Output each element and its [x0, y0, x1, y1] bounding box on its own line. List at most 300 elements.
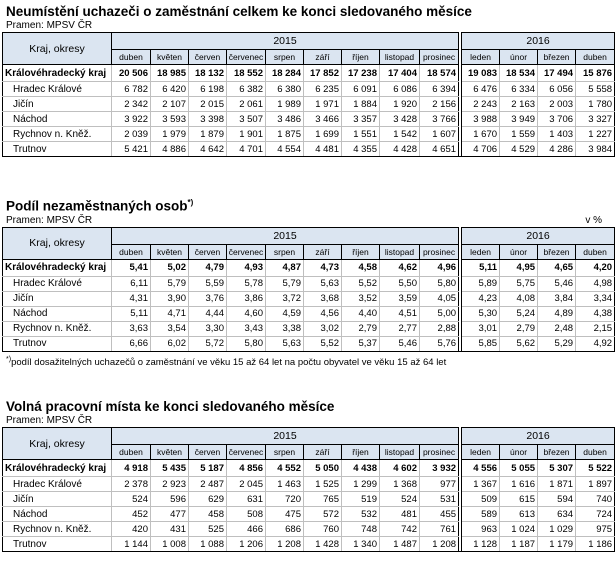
year-header-2016: 2016: [462, 428, 615, 445]
value-cell: 1 884: [342, 97, 380, 112]
region-header: Kraj, okresy: [3, 428, 112, 460]
month-header: duben: [576, 50, 615, 65]
month-header: únor: [500, 445, 538, 460]
value-cell: 4 481: [304, 142, 342, 157]
source-text: Pramen: MPSV ČR: [6, 214, 93, 226]
value-cell: 5,29: [538, 336, 576, 351]
value-cell: 2 342: [112, 97, 151, 112]
value-cell: 6,11: [112, 276, 151, 291]
value-cell: 5 435: [151, 460, 189, 477]
table-row: [3, 522, 615, 537]
month-header: listopad: [380, 50, 420, 65]
month-header: prosinec: [420, 445, 459, 460]
table-row: [3, 291, 615, 306]
table-row: [3, 112, 615, 127]
value-cell: 19 083: [462, 65, 500, 82]
region-name: Trutnov: [3, 336, 112, 351]
value-cell: 2 015: [189, 97, 227, 112]
year-header-row: [3, 33, 615, 50]
value-cell: 4 642: [189, 142, 227, 157]
value-cell: 509: [462, 492, 500, 507]
value-cell: 724: [576, 507, 615, 522]
value-cell: 18 132: [189, 65, 227, 82]
month-header: červen: [189, 50, 227, 65]
value-cell: 1 897: [576, 477, 615, 492]
value-cell: 4 556: [462, 460, 500, 477]
year-header-2016: 2016: [462, 33, 615, 50]
table-title: [6, 399, 604, 415]
table-row: [3, 142, 615, 157]
month-header: červen: [189, 244, 227, 259]
month-header: květen: [151, 445, 189, 460]
value-cell: 6 198: [189, 82, 227, 97]
value-cell: 1 403: [538, 127, 576, 142]
value-cell: 6 086: [380, 82, 420, 97]
region-name: Rychnov n. Kněž.: [3, 321, 112, 336]
region-name: Trutnov: [3, 537, 112, 552]
value-cell: 765: [304, 492, 342, 507]
value-cell: 6 235: [304, 82, 342, 97]
value-cell: 1 463: [266, 477, 304, 492]
month-header: prosinec: [420, 50, 459, 65]
value-cell: 4 554: [266, 142, 304, 157]
region-name: Náchod: [3, 306, 112, 321]
value-cell: 629: [189, 492, 227, 507]
footnote-marker: *): [187, 198, 194, 207]
value-cell: 1 525: [304, 477, 342, 492]
value-cell: 475: [266, 507, 304, 522]
value-cell: 17 494: [538, 65, 576, 82]
value-cell: 2 107: [151, 97, 189, 112]
value-cell: 524: [112, 492, 151, 507]
value-cell: 2 923: [151, 477, 189, 492]
value-cell: 594: [538, 492, 576, 507]
value-cell: 4 706: [462, 142, 500, 157]
value-cell: 5 187: [189, 460, 227, 477]
table-row: [3, 460, 615, 477]
value-cell: 2 163: [500, 97, 538, 112]
value-cell: 3 486: [266, 112, 304, 127]
table-row: [3, 492, 615, 507]
value-cell: 1 920: [380, 97, 420, 112]
value-cell: 2,79: [342, 321, 380, 336]
table-row: [3, 537, 615, 552]
value-cell: 4 286: [538, 142, 576, 157]
table-row: [3, 507, 615, 522]
value-cell: 18 534: [500, 65, 538, 82]
value-cell: 524: [380, 492, 420, 507]
value-cell: 18 985: [151, 65, 189, 82]
value-cell: 2 039: [112, 127, 151, 142]
value-cell: 5,46: [538, 276, 576, 291]
source-line: [6, 415, 604, 427]
value-cell: 1 551: [342, 127, 380, 142]
value-cell: 5,85: [462, 336, 500, 351]
value-cell: 631: [227, 492, 266, 507]
region-name: Královéhradecký kraj: [3, 460, 112, 477]
table-title-text: Neumístění uchazeči o zaměstnání celkem ke konci sledovaného měsíce: [6, 4, 472, 19]
value-cell: 5,79: [266, 276, 304, 291]
value-cell: 4 602: [380, 460, 420, 477]
value-cell: 686: [266, 522, 304, 537]
value-cell: 1 901: [227, 127, 266, 142]
value-cell: 1 206: [227, 537, 266, 552]
value-cell: 1 179: [538, 537, 576, 552]
value-cell: 3 706: [538, 112, 576, 127]
value-cell: 3,72: [266, 291, 304, 306]
month-header: září: [304, 244, 342, 259]
month-header: duben: [112, 50, 151, 65]
value-cell: 4 886: [151, 142, 189, 157]
value-cell: 6,66: [112, 336, 151, 351]
value-cell: 5,50: [380, 276, 420, 291]
value-cell: 4,71: [151, 306, 189, 321]
region-name: Hradec Králové: [3, 276, 112, 291]
value-cell: 4,96: [420, 259, 459, 276]
value-cell: 2 243: [462, 97, 500, 112]
source-text: Pramen: MPSV ČR: [6, 20, 93, 31]
value-cell: 5,46: [380, 336, 420, 351]
value-cell: 1 871: [538, 477, 576, 492]
value-cell: 3 327: [576, 112, 615, 127]
month-header: září: [304, 50, 342, 65]
value-cell: 4 856: [227, 460, 266, 477]
value-cell: 1 670: [462, 127, 500, 142]
value-cell: 613: [500, 507, 538, 522]
month-header: květen: [151, 50, 189, 65]
value-cell: 4,73: [304, 259, 342, 276]
table-row: [3, 321, 615, 336]
region-name: Jičín: [3, 492, 112, 507]
value-cell: 5,79: [151, 276, 189, 291]
value-cell: 6 380: [266, 82, 304, 97]
year-header-row: [3, 227, 615, 244]
value-cell: 17 852: [304, 65, 342, 82]
value-cell: 596: [151, 492, 189, 507]
value-cell: 6 056: [538, 82, 576, 97]
value-cell: 18 552: [227, 65, 266, 82]
value-cell: 5,24: [500, 306, 538, 321]
value-cell: 3 984: [576, 142, 615, 157]
value-cell: 4,58: [342, 259, 380, 276]
year-header-row: [3, 428, 615, 445]
value-cell: 1 542: [380, 127, 420, 142]
value-cell: 5,72: [189, 336, 227, 351]
value-cell: 3,02: [304, 321, 342, 336]
value-cell: 4,65: [538, 259, 576, 276]
value-cell: 1 208: [420, 537, 459, 552]
year-header-2016: 2016: [462, 227, 615, 244]
value-cell: 5,75: [500, 276, 538, 291]
value-cell: 3,76: [189, 291, 227, 306]
value-cell: 2 487: [189, 477, 227, 492]
value-cell: 3,38: [266, 321, 304, 336]
month-header: srpen: [266, 244, 304, 259]
value-cell: 458: [189, 507, 227, 522]
value-cell: 2 378: [112, 477, 151, 492]
footnote-text: podíl dosažitelných uchazečů o zaměstnání ve věku 15 až 64 let na počtu obyvatel ve věku 15 až 64 let: [11, 356, 447, 368]
table-title: [6, 4, 604, 20]
month-header: červenec: [227, 244, 266, 259]
value-cell: 2 061: [227, 97, 266, 112]
unit-label: v %: [585, 214, 602, 226]
value-cell: 531: [420, 492, 459, 507]
value-cell: 1 971: [304, 97, 342, 112]
value-cell: 1 008: [151, 537, 189, 552]
footnote: [6, 354, 604, 369]
value-cell: 6 782: [112, 82, 151, 97]
value-cell: 977: [420, 477, 459, 492]
value-cell: 1 989: [266, 97, 304, 112]
value-cell: 4,40: [342, 306, 380, 321]
value-cell: 6 420: [151, 82, 189, 97]
value-cell: 5 050: [304, 460, 342, 477]
value-cell: 1 208: [266, 537, 304, 552]
month-header: srpen: [266, 445, 304, 460]
table-row: [3, 127, 615, 142]
value-cell: 3 932: [420, 460, 459, 477]
value-cell: 2,15: [576, 321, 615, 336]
value-cell: 6 091: [342, 82, 380, 97]
value-cell: 3,59: [380, 291, 420, 306]
region-name: Náchod: [3, 112, 112, 127]
value-cell: 4,44: [189, 306, 227, 321]
value-cell: 4,38: [576, 306, 615, 321]
data-table-share: [2, 227, 615, 352]
value-cell: 3 593: [151, 112, 189, 127]
value-cell: 5,30: [462, 306, 500, 321]
month-header: únor: [500, 244, 538, 259]
value-cell: 4,08: [500, 291, 538, 306]
value-cell: 3,54: [151, 321, 189, 336]
footnote-marker: *): [6, 355, 12, 363]
value-cell: 15 876: [576, 65, 615, 82]
value-cell: 4,56: [304, 306, 342, 321]
value-cell: 1 979: [151, 127, 189, 142]
value-cell: 1 144: [112, 537, 151, 552]
value-cell: 5 522: [576, 460, 615, 477]
value-cell: 589: [462, 507, 500, 522]
value-cell: 1 780: [576, 97, 615, 112]
value-cell: 466: [227, 522, 266, 537]
month-header: leden: [462, 445, 500, 460]
value-cell: 3,68: [304, 291, 342, 306]
value-cell: 5,11: [112, 306, 151, 321]
value-cell: 1 879: [189, 127, 227, 142]
value-cell: 17 238: [342, 65, 380, 82]
value-cell: 519: [342, 492, 380, 507]
value-cell: 477: [151, 507, 189, 522]
value-cell: 5,89: [462, 276, 500, 291]
section-vacancies: [2, 399, 613, 552]
value-cell: 5,80: [227, 336, 266, 351]
value-cell: 1 559: [500, 127, 538, 142]
value-cell: 5,76: [420, 336, 459, 351]
value-cell: 6 382: [227, 82, 266, 97]
value-cell: 5 558: [576, 82, 615, 97]
value-cell: 761: [420, 522, 459, 537]
value-cell: 4,87: [266, 259, 304, 276]
value-cell: 3,43: [227, 321, 266, 336]
month-header: říjen: [342, 244, 380, 259]
value-cell: 481: [380, 507, 420, 522]
value-cell: 4,20: [576, 259, 615, 276]
value-cell: 5,63: [304, 276, 342, 291]
value-cell: 4,60: [227, 306, 266, 321]
value-cell: 3 466: [304, 112, 342, 127]
value-cell: 2 045: [227, 477, 266, 492]
month-header: březen: [538, 445, 576, 460]
value-cell: 3,30: [189, 321, 227, 336]
value-cell: 1 299: [342, 477, 380, 492]
value-cell: 4 438: [342, 460, 380, 477]
value-cell: 1 340: [342, 537, 380, 552]
section-unemployment-share: [2, 195, 613, 369]
month-header: srpen: [266, 50, 304, 65]
month-header: květen: [151, 244, 189, 259]
value-cell: 5,52: [304, 336, 342, 351]
value-cell: 963: [462, 522, 500, 537]
value-cell: 532: [342, 507, 380, 522]
value-cell: 6,02: [151, 336, 189, 351]
value-cell: 5 055: [500, 460, 538, 477]
value-cell: 3 357: [342, 112, 380, 127]
value-cell: 1 607: [420, 127, 459, 142]
month-header: leden: [462, 50, 500, 65]
value-cell: 431: [151, 522, 189, 537]
value-cell: 3 988: [462, 112, 500, 127]
value-cell: 4 355: [342, 142, 380, 157]
value-cell: 5 421: [112, 142, 151, 157]
value-cell: 1 029: [538, 522, 576, 537]
value-cell: 5,52: [342, 276, 380, 291]
value-cell: 1 128: [462, 537, 500, 552]
value-cell: 3,34: [576, 291, 615, 306]
value-cell: 3 507: [227, 112, 266, 127]
value-cell: 455: [420, 507, 459, 522]
value-cell: 748: [342, 522, 380, 537]
region-name: Hradec Králové: [3, 82, 112, 97]
value-cell: 3 766: [420, 112, 459, 127]
value-cell: 420: [112, 522, 151, 537]
value-cell: 4,59: [266, 306, 304, 321]
value-cell: 2 156: [420, 97, 459, 112]
value-cell: 4,51: [380, 306, 420, 321]
value-cell: 2,79: [500, 321, 538, 336]
value-cell: 1 428: [304, 537, 342, 552]
value-cell: 5,63: [266, 336, 304, 351]
value-cell: 760: [304, 522, 342, 537]
region-name: Rychnov n. Kněž.: [3, 522, 112, 537]
year-header-2015: 2015: [112, 33, 459, 50]
value-cell: 4,93: [227, 259, 266, 276]
value-cell: 1 487: [380, 537, 420, 552]
value-cell: 1 024: [500, 522, 538, 537]
month-header: říjen: [342, 50, 380, 65]
value-cell: 18 574: [420, 65, 459, 82]
region-name: Královéhradecký kraj: [3, 65, 112, 82]
table-row: [3, 306, 615, 321]
value-cell: 5,11: [462, 259, 500, 276]
region-name: Královéhradecký kraj: [3, 259, 112, 276]
value-cell: 3,63: [112, 321, 151, 336]
value-cell: 18 284: [266, 65, 304, 82]
month-header: duben: [576, 445, 615, 460]
value-cell: 740: [576, 492, 615, 507]
value-cell: 4 701: [227, 142, 266, 157]
month-header: listopad: [380, 244, 420, 259]
value-cell: 4,98: [576, 276, 615, 291]
value-cell: 3 949: [500, 112, 538, 127]
table-row: [3, 276, 615, 291]
value-cell: 1 186: [576, 537, 615, 552]
value-cell: 634: [538, 507, 576, 522]
value-cell: 3,52: [342, 291, 380, 306]
region-header: Kraj, okresy: [3, 227, 112, 259]
value-cell: 3 398: [189, 112, 227, 127]
section-unemployed-job-seekers: [2, 4, 613, 157]
value-cell: 5,00: [420, 306, 459, 321]
month-header: leden: [462, 244, 500, 259]
value-cell: 4,05: [420, 291, 459, 306]
month-header: duben: [112, 445, 151, 460]
value-cell: 1 367: [462, 477, 500, 492]
value-cell: 452: [112, 507, 151, 522]
month-header: duben: [576, 244, 615, 259]
value-cell: 5,37: [342, 336, 380, 351]
value-cell: 4,89: [538, 306, 576, 321]
value-cell: 525: [189, 522, 227, 537]
value-cell: 4 918: [112, 460, 151, 477]
value-cell: 1 875: [266, 127, 304, 142]
region-name: Trutnov: [3, 142, 112, 157]
value-cell: 572: [304, 507, 342, 522]
value-cell: 720: [266, 492, 304, 507]
source-line: [6, 215, 604, 227]
month-header: červen: [189, 445, 227, 460]
value-cell: 4,92: [576, 336, 615, 351]
month-header: listopad: [380, 445, 420, 460]
value-cell: 6 394: [420, 82, 459, 97]
value-cell: 5,62: [500, 336, 538, 351]
value-cell: 508: [227, 507, 266, 522]
value-cell: 4 428: [380, 142, 420, 157]
value-cell: 2 003: [538, 97, 576, 112]
value-cell: 1 368: [380, 477, 420, 492]
source-line: [6, 20, 604, 32]
value-cell: 6 476: [462, 82, 500, 97]
value-cell: 5,80: [420, 276, 459, 291]
value-cell: 4,79: [189, 259, 227, 276]
month-header: březen: [538, 244, 576, 259]
month-header: červenec: [227, 50, 266, 65]
table-row: [3, 65, 615, 82]
month-header: duben: [112, 244, 151, 259]
month-header: červenec: [227, 445, 266, 460]
value-cell: 3 922: [112, 112, 151, 127]
value-cell: 20 506: [112, 65, 151, 82]
value-cell: 1 616: [500, 477, 538, 492]
data-table-unemployed: [2, 32, 615, 157]
table-row: [3, 477, 615, 492]
value-cell: 3,90: [151, 291, 189, 306]
value-cell: 2,48: [538, 321, 576, 336]
value-cell: 3,86: [227, 291, 266, 306]
value-cell: 5,78: [227, 276, 266, 291]
region-name: Hradec Králové: [3, 477, 112, 492]
value-cell: 4,95: [500, 259, 538, 276]
value-cell: 4,62: [380, 259, 420, 276]
